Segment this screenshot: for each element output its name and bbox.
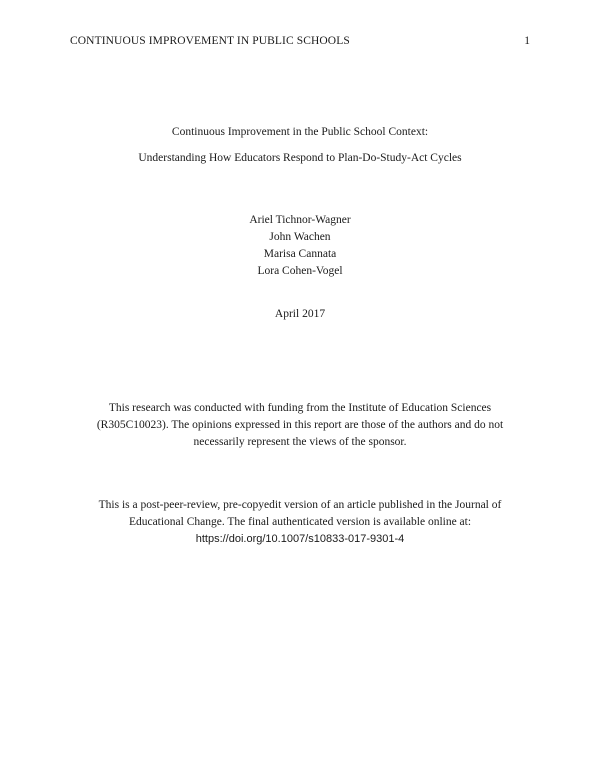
author-name: Marisa Cannata xyxy=(263,248,337,260)
funding-line: (R305C10023). The opinions expressed in this report are those of the authors and do not xyxy=(96,419,504,431)
author-list xyxy=(70,212,530,280)
publication-date: April 2017 xyxy=(274,308,326,320)
version-note xyxy=(70,497,530,548)
funding-statement xyxy=(70,400,530,451)
version-line: Educational Change. The final authenticated version is available online at: xyxy=(128,516,472,528)
author-name: Ariel Tichnor-Wagner xyxy=(249,214,351,226)
doi-link[interactable]: https://doi.org/10.1007/s10833-017-9301-4 xyxy=(195,533,405,545)
funding-line: necessarily represent the views of the sponsor. xyxy=(193,436,407,448)
author-name: Lora Cohen-Vogel xyxy=(257,265,343,277)
title-line-1: Continuous Improvement in the Public School Context: xyxy=(171,126,429,138)
funding-line: This research was conducted with funding from the Institute of Education Sciences xyxy=(108,402,492,414)
running-head: CONTINUOUS IMPROVEMENT IN PUBLIC SCHOOLS xyxy=(70,35,350,47)
author-name: John Wachen xyxy=(269,231,331,243)
page-number: 1 xyxy=(524,35,530,47)
title-line-2: Understanding How Educators Respond to Plan-Do-Study-Act Cycles xyxy=(138,152,462,164)
version-line: This is a post-peer-review, pre-copyedit version of an article published in the Journal of xyxy=(98,499,502,511)
